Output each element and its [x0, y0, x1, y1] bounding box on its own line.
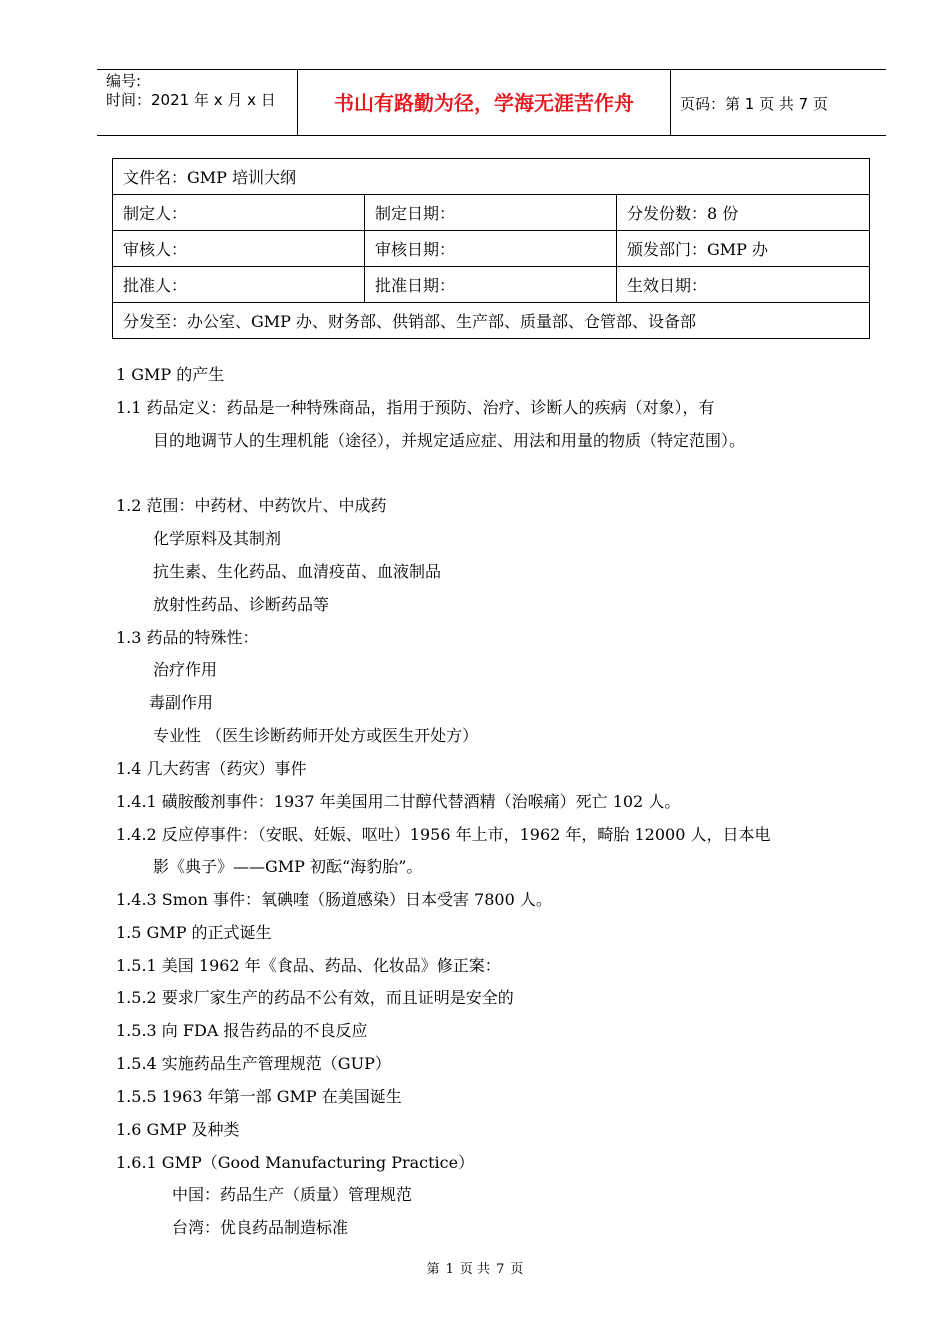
footer-current-page: 1 [445, 1262, 454, 1277]
page-footer [0, 1258, 950, 1277]
header-top-rule [97, 69, 886, 70]
body-line: 目的地调节人的生理机能（途径），并规定适应症、用法和用量的物质（特定范围）。 [153, 431, 746, 450]
body-line: 1.1 药品定义：药品是一种特殊商品，指用于预防、治疗、诊断人的疾病（对象），有 [116, 398, 715, 417]
body-line: 抗生素、生化药品、血清疫苗、血液制品 [153, 562, 442, 581]
table-row [113, 159, 870, 195]
issuing-dept-cell: 颁发部门：GMP 办 [617, 231, 870, 267]
footer-prefix: 第 [426, 1262, 440, 1277]
table-row [113, 267, 870, 303]
copies-cell: 分发份数：8 份 [617, 195, 870, 231]
body-line: 毒副作用 [149, 693, 214, 712]
body-line: 1.5.2 要求厂家生产的药品不公有效，而且证明是安全的 [116, 988, 514, 1007]
prepare-date-cell: 制定日期： [365, 195, 617, 231]
approver-cell: 批准人： [113, 267, 365, 303]
body-line: 放射性药品、诊断药品等 [153, 595, 330, 614]
body-line: 1.6 GMP 及种类 [116, 1120, 240, 1139]
table-row [113, 231, 870, 267]
body-line: 1.5.3 向 FDA 报告药品的不良反应 [116, 1021, 368, 1040]
body-line: 化学原料及其制剂 [153, 529, 282, 548]
footer-middle: 页 共 [459, 1262, 491, 1277]
body-line: 1.5.4 实施药品生产管理规范（GUP） [116, 1054, 391, 1073]
body-line: 治疗作用 [153, 660, 218, 679]
table-row [113, 303, 870, 339]
effective-date-cell: 生效日期： [617, 267, 870, 303]
header-divider-right [670, 69, 671, 136]
body-line: 1.2 范围：中药材、中药饮片、中成药 [116, 496, 387, 515]
header-time: 时间：2021 年 x 月 x 日 [106, 91, 276, 109]
body-line: 1.5.5 1963 年第一部 GMP 在美国诞生 [116, 1087, 402, 1106]
reviewer-cell: 审核人： [113, 231, 365, 267]
document-info-table [112, 158, 870, 339]
footer-total-pages: 7 [496, 1262, 505, 1277]
body-line: 专业性 （医生诊断药师开处方或医生开处方） [153, 726, 479, 745]
header-page-info: 页码：第 1 页 共 7 页 [680, 95, 828, 113]
section-heading: 1 GMP 的产生 [116, 365, 225, 384]
body-line: 中国：药品生产（质量）管理规范 [172, 1185, 413, 1204]
body-line: 1.4.2 反应停事件：（安眠、妊娠、呕吐）1956 年上市，1962 年，畸胎 12000 人，日本电 [116, 825, 771, 844]
body-line: 1.5.1 美国 1962 年《食品、药品、化妆品》修正案： [116, 956, 501, 975]
preparer-cell: 制定人： [113, 195, 365, 231]
body-line: 台湾：优良药品制造标准 [172, 1218, 349, 1237]
review-date-cell: 审核日期： [365, 231, 617, 267]
header-serial: 编号: [106, 72, 142, 90]
header-bottom-rule [97, 135, 886, 136]
body-line: 1.5 GMP 的正式诞生 [116, 923, 272, 942]
body-line: 1.3 药品的特殊性： [116, 628, 259, 647]
table-row [113, 195, 870, 231]
header-motto: 书山有路勤为径，学海无涯苦作舟 [334, 91, 634, 115]
file-name-cell: 文件名：GMP 培训大纲 [113, 159, 870, 195]
distribution-cell: 分发至：办公室、GMP 办、财务部、供销部、生产部、质量部、仓管部、设备部 [113, 303, 870, 339]
body-line: 影《典子》——GMP 初酝“海豹胎”。 [153, 857, 423, 876]
footer-suffix: 页 [510, 1262, 524, 1277]
body-line: 1.4.3 Smon 事件：氧碘喹（肠道感染）日本受害 7800 人。 [116, 890, 552, 909]
body-line: 1.4.1 磺胺酸剂事件：1937 年美国用二甘醇代替酒精（治喉痛）死亡 102 人。 [116, 792, 681, 811]
approve-date-cell: 批准日期： [365, 267, 617, 303]
body-line: 1.4 几大药害（药灾）事件 [116, 759, 307, 778]
body-line: 1.6.1 GMP（Good Manufacturing Practice） [116, 1153, 475, 1172]
